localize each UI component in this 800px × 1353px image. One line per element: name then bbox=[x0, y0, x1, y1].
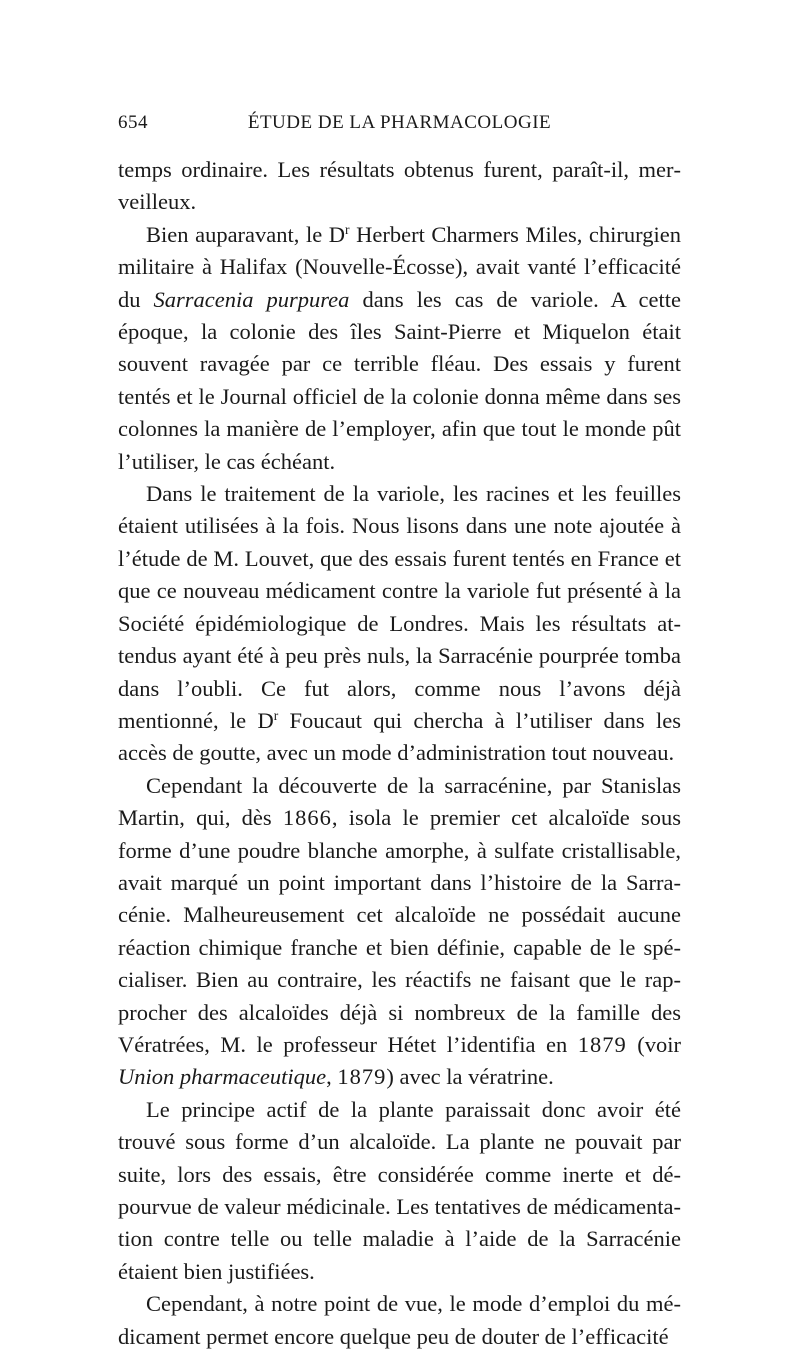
text-run: Dans le traitement de la variole, les racines et les feuilles étaient utilisées à la fois. Nous lisons dans une note ajoutée à l’étude de M. Louvet, que des essais furent tentés en France et que ce nouveau médicament contre la variole fut présenté à la Société épidémiologique de Londres. Mais les résultats attendus ayant été à peu près nuls, la Sarracénie pourprée tomba dans l’oubli. Ce fut alors, comme nous l’avons déjà mentionné, le D bbox=[118, 481, 681, 733]
italic-text: Union pharmaceutique bbox=[118, 1064, 327, 1090]
text-run: temps ordinaire. Les résultats obtenus furent, paraît-il, merveilleux. bbox=[118, 157, 681, 215]
body-text bbox=[118, 154, 681, 1353]
text-run: Herbert Charmers Miles, chirurgien militaire à Halifax (Nouvelle-Écosse), avait vanté l’efficacité du bbox=[118, 221, 681, 312]
text-run: Bien auparavant, le D bbox=[146, 221, 346, 247]
running-title: ÉTUDE DE LA PHARMACOLOGIE bbox=[247, 112, 552, 133]
date-numeral: 1879 bbox=[337, 1064, 387, 1090]
text-run: ) avec la vératrine. bbox=[386, 1064, 554, 1090]
text-run: (voir bbox=[626, 1031, 681, 1057]
text-run: Foucaut qui chercha à l’utiliser dans les accès de goutte, avec un mode d’administration tout nouveau. bbox=[118, 707, 681, 766]
paragraph bbox=[118, 154, 681, 219]
superscript: r bbox=[345, 221, 350, 237]
date-numeral: 1879 bbox=[577, 1031, 627, 1057]
date-numeral: 1866 bbox=[282, 805, 332, 831]
running-head bbox=[118, 112, 681, 142]
text-run: , isola le premier cet alcaloïde sous forme d’une poudre blanche amorphe, à sulfate cristallisable, avait marqué un point important dans l’histoire de la Sarracénie. Malheureusement cet alcaloïde ne possédait aucune réaction chimique franche et bien définie, capable de le spécialiser. Bien au contraire, les réactifs ne faisant que le rapprocher des alcaloïdes déjà si nombreux de la famille des Vératrées, M. le professeur Hétet l’identifia en bbox=[118, 805, 681, 1057]
paragraph bbox=[118, 478, 681, 770]
paragraph bbox=[118, 1094, 681, 1288]
paragraph bbox=[118, 219, 681, 478]
italic-text: Sarracenia purpurea bbox=[153, 286, 350, 312]
text-run: Le principe actif de la plante paraissait donc avoir été trouvé sous forme d’un alcaloïde. La plante ne pouvait par suite, lors des essais, être considérée comme inerte et dépourvue de valeur médicinale. Les tentatives de médicamentation contre telle ou telle maladie à l’aide de la Sarracénie étaient bien justifiées. bbox=[118, 1096, 681, 1284]
page-number: 654 bbox=[118, 112, 148, 133]
superscript: r bbox=[273, 707, 279, 723]
text-run: dans les cas de variole. A cette époque, la colonie des îles Saint-Pierre et Miquelon était souvent ravagée par ce terrible fléau. Des essais y furent tentés et le Journal officiel de la colonie donna même dans ses colonnes la manière de l’employer, afin que tout le monde pût l’utiliser, le cas échéant. bbox=[118, 286, 682, 474]
book-page bbox=[118, 112, 681, 1353]
text-run: Cependant, à notre point de vue, le mode d’emploi du médicament permet encore quelque peu de douter de l’efficacité bbox=[118, 1291, 681, 1349]
text-run: Cependant la découverte de la sarracénine, par Stanislas Martin, qui, dès bbox=[118, 772, 681, 831]
text-run: , bbox=[326, 1064, 338, 1090]
paragraph bbox=[118, 770, 681, 1094]
paragraph bbox=[118, 1288, 681, 1353]
